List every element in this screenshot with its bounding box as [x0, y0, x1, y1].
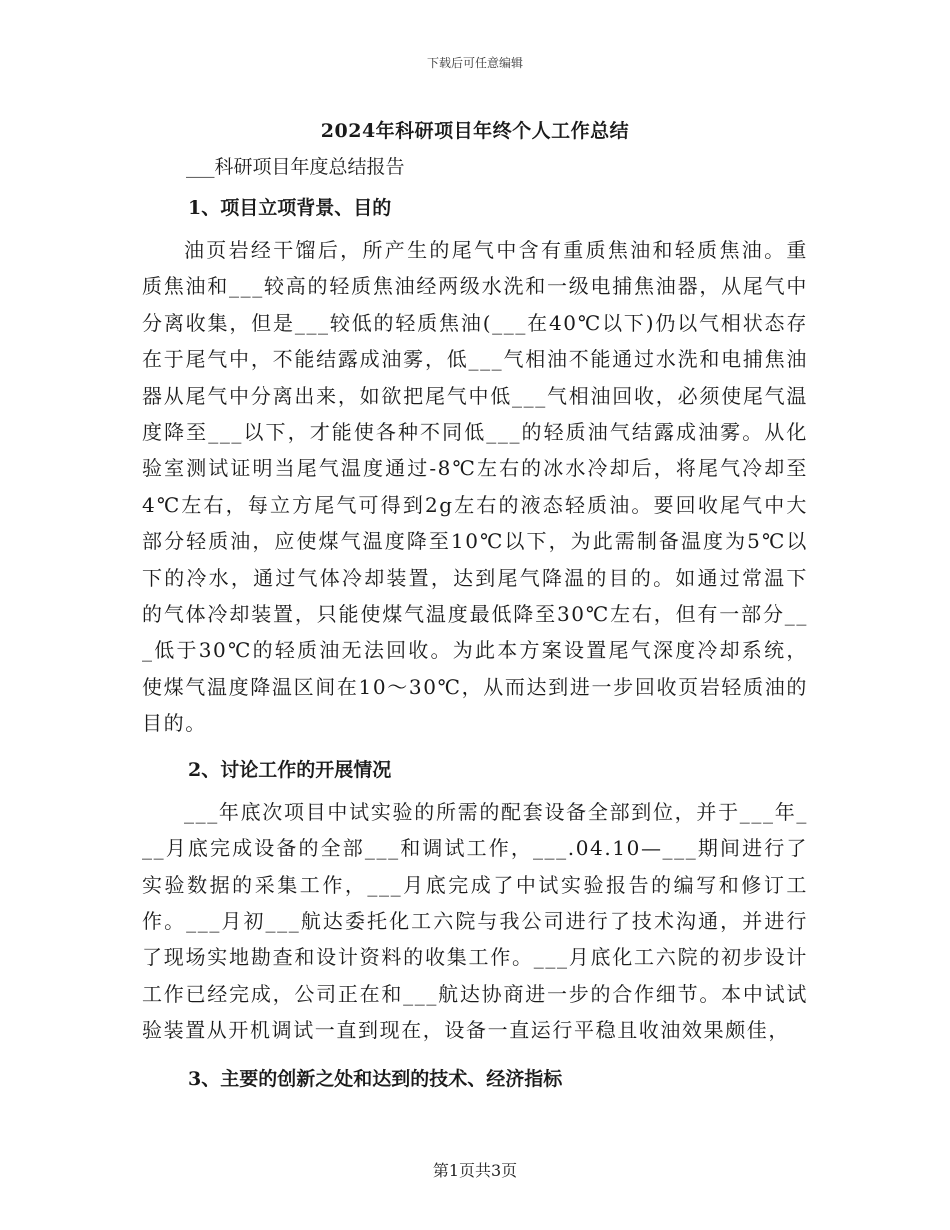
section-heading-1: 1、项目立项背景、目的: [188, 197, 392, 219]
document-body: [142, 190, 808, 1097]
section-heading-2: 2、讨论工作的开展情况: [188, 758, 392, 781]
page-number: 第1页共3页: [432, 1161, 518, 1180]
header-note: 下载后可任意编辑: [426, 56, 523, 70]
section-heading-3: 3、主要的创新之处和达到的技术、经济指标: [188, 1067, 563, 1090]
section-paragraph-1: 油页岩经干馏后，所产生的尾气中含有重质焦油和轻质焦油。重质焦油和___较高的轻质焦油经两级水洗和一级电捕焦油器，从尾气中分离收集，但是___较低的轻质焦油(___在40℃以下)仍以气相状态存在于尾气中，不能结露成油雾，低___气相油不能通过水洗和电捕焦油器从尾气中分离出来，如欲把尾气中低___气相油回收，必须使尾气温度降至___以下，才能使各种不同低___的轻质油气结露成油雾。从化验室测试证明当尾气温度通过-8℃左右的冰水冷却后，将尾气冷却至4℃左右，每立方尾气可得到2g左右的液态轻质油。要回收尾气中大部分轻质油，应使煤气温度降至10℃以下，为此需制备温度为5℃以下的冷水，通过气体冷却装置，达到尾气降温的目的。如通过常温下的气体冷却装置，只能使煤气温度最低降至30℃左右，但有一部分___低于30℃的轻质油无法回收。为此本方案设置尾气深度冷却系统，使煤气温度降温区间在10～30℃，从而达到进一步回收页岩轻质油的目的。: [142, 238, 808, 736]
document-title: 2024年科研项目年终个人工作总结: [320, 120, 630, 142]
document-subtitle: ___科研项目年度总结报告: [186, 156, 405, 178]
section-paragraph-2: ___年底次项目中试实验的所需的配套设备全部到位，并于___年___月底完成设备的全部___和调试工作，___.04.10—___期间进行了实验数据的采集工作，___月底完成了中试实验报告的编写和修订工作。___月初___航达委托化工六院与我公司进行了技术沟通，并进行了现场实地勘查和设计资料的收集工作。___月底化工六院的初步设计工作已经完成，公司正在和___航达协商进一步的合作细节。本中试试验装置从开机调试一直到现在，设备一直运行平稳且收油效果颇佳，: [142, 799, 808, 1043]
